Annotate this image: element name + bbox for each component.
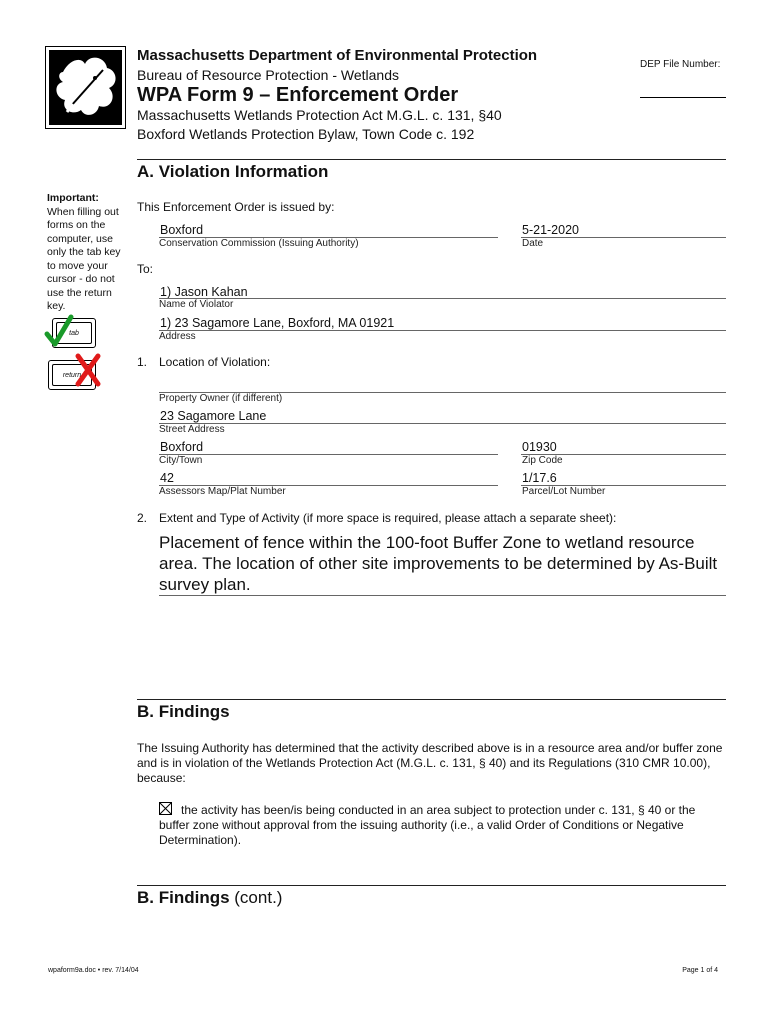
violator-address-value[interactable]: 1) 23 Sagamore Lane, Boxford, MA 01921: [160, 316, 395, 330]
date-value[interactable]: 5-21-2020: [522, 223, 579, 237]
section-b-cont-suffix: (cont.): [229, 888, 283, 907]
violator-name-line: [159, 298, 726, 299]
footer-page-number: Page 1 of 4: [682, 967, 718, 974]
city-label: City/Town: [159, 455, 203, 466]
return-key-label: return: [52, 364, 92, 386]
findings-intro: The Issuing Authority has determined that the activity described above is in a resource area and/or buffer zone and is in violation of the Wetlands Protection Act (M.G.L. c. 131, § 40) and its Regulations (310 CMR 10.00), because:: [137, 741, 723, 785]
q1-number: 1.: [137, 355, 148, 369]
tab-key-label: tab: [56, 322, 92, 344]
q2-text: Extent and Type of Activity (if more space is required, please attach a separate sheet):: [159, 511, 617, 525]
section-b-cont-rule: [137, 885, 726, 886]
q2-number: 2.: [137, 511, 148, 525]
finding-1-text: the activity has been/is being conducted in an area subject to protection under c. 131, § 40 or the buffer zone without approval from the issuing authority (i.e., a valid Order of Conditions or Negative Determination).: [159, 803, 696, 847]
to-label: To:: [137, 262, 154, 276]
q1-text: Location of Violation:: [159, 355, 271, 369]
section-a-title: A. Violation Information: [137, 162, 329, 181]
section-a-rule: [137, 159, 726, 160]
street-address-value[interactable]: 23 Sagamore Lane: [160, 409, 267, 423]
form-title: WPA Form 9 – Enforcement Order: [137, 84, 459, 106]
date-label: Date: [522, 238, 544, 249]
issued-by-text: This Enforcement Order is issued by:: [137, 200, 335, 214]
important-title: Important:: [47, 192, 99, 204]
oak-leaf-icon: [49, 50, 122, 125]
zip-value[interactable]: 01930: [522, 440, 557, 454]
important-note: [47, 192, 129, 314]
activity-description[interactable]: Placement of fence within the 100-foot Buffer Zone to wetland resource area. The location of other site improvements to be determined by As-Built survey plan.: [159, 533, 718, 594]
section-b-title: B. Findings: [137, 702, 230, 721]
dep-file-label: DEP File Number:: [640, 59, 721, 70]
bylaw-line: Boxford Wetlands Protection Bylaw, Town Code c. 192: [137, 126, 475, 142]
section-b-rule: [137, 699, 726, 700]
issuing-authority-value[interactable]: Boxford: [160, 223, 204, 237]
footer-doc-id: wpaform9a.doc • rev. 7/14/04: [48, 967, 139, 974]
violator-address-line: [159, 330, 726, 331]
street-address-label: Street Address: [159, 424, 225, 435]
issuing-authority-label: Conservation Commission (Issuing Authority): [159, 238, 359, 249]
x-mark-icon: [73, 352, 103, 388]
section-b-cont-bold: B. Findings: [137, 888, 230, 907]
statute-line: Massachusetts Wetlands Protection Act M.G.L. c. 131, §40: [137, 107, 502, 123]
zip-label: Zip Code: [522, 455, 563, 466]
dep-file-number-field[interactable]: [640, 97, 726, 98]
dep-logo: [45, 46, 126, 129]
important-text: When filling out forms on the computer, use only the tab key to move your cursor - do not use the return key.: [47, 205, 121, 312]
city-value[interactable]: Boxford: [160, 440, 204, 454]
agency-name: Massachusetts Department of Environmental Protection: [137, 47, 538, 64]
map-number-label: Assessors Map/Plat Number: [159, 486, 286, 497]
violator-name-label: Name of Violator: [159, 299, 234, 310]
map-number-value[interactable]: 42: [160, 471, 174, 485]
property-owner-label: Property Owner (if different): [159, 393, 283, 404]
violator-name-value[interactable]: 1) Jason Kahan: [160, 285, 248, 299]
section-b-cont-title: [137, 888, 282, 908]
activity-line: [159, 595, 726, 596]
street-address-line: [159, 423, 726, 424]
violator-address-label: Address: [159, 331, 196, 342]
city-line: [159, 454, 498, 455]
parcel-number-label: Parcel/Lot Number: [522, 486, 606, 497]
parcel-number-value[interactable]: 1/17.6: [522, 471, 557, 485]
check-icon: [44, 314, 74, 348]
bureau-name: Bureau of Resource Protection - Wetlands: [137, 67, 399, 83]
date-line: [521, 237, 726, 238]
